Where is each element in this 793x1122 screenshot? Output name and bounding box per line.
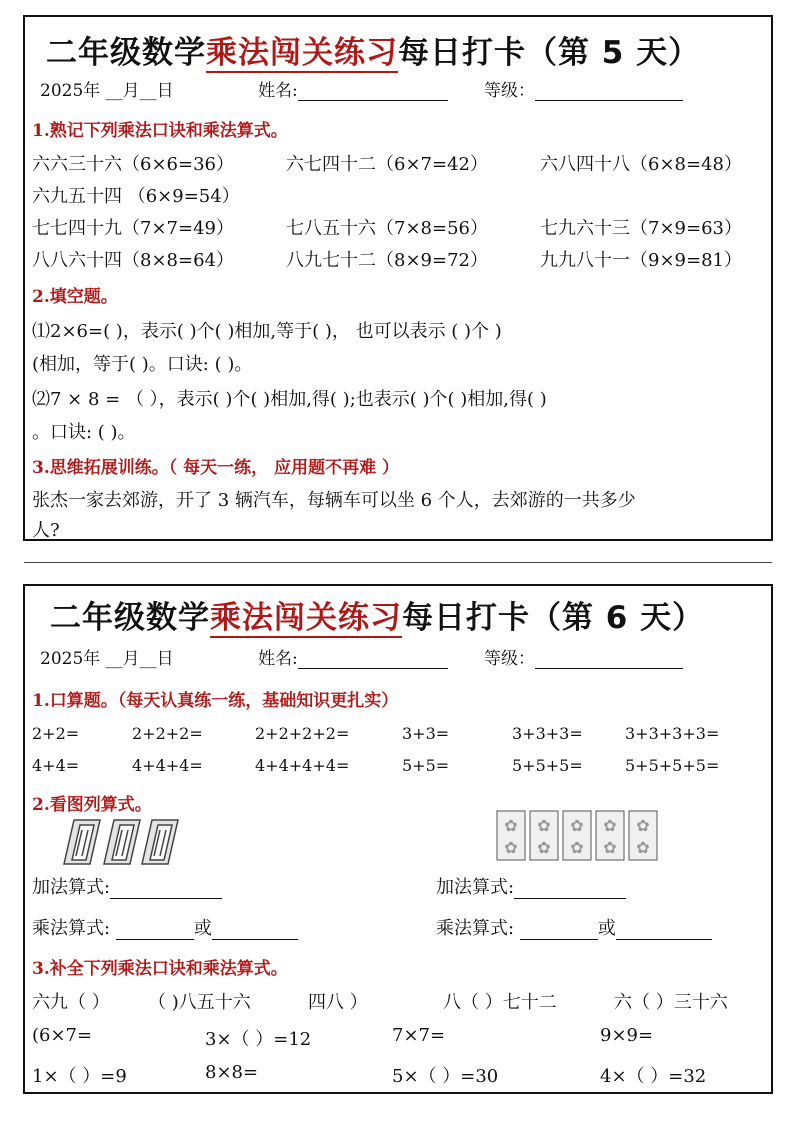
day6-formula-blank[interactable]: 六九（ ） xyxy=(32,992,110,1013)
flower-cards-picture xyxy=(496,810,660,862)
day5-table-item: 七九六十三（7×9=63） xyxy=(540,218,742,239)
day6-oral-calc[interactable]: 4+4+4+4= xyxy=(255,756,350,775)
day5-fill-question-1[interactable]: ⑴2×6=( )，表示( )个( )相加,等于( )， 也可以表示 ( )个 ) xyxy=(32,321,502,342)
domino-tile-icon xyxy=(64,820,100,864)
day5-section2-title: 2.填空题。 xyxy=(32,287,118,307)
mul-label: 乘法算式: xyxy=(32,918,111,939)
day6-formula-blank[interactable]: 六（ ）三十六 xyxy=(614,992,728,1013)
day5-name-label: 姓名: xyxy=(258,81,298,101)
day6-oral-calc[interactable]: 5+5+5+5= xyxy=(625,756,720,775)
svg-text:✿: ✿ xyxy=(570,838,584,857)
day5-grade-label: 等级： xyxy=(484,81,535,101)
day6-title-highlight: 乘法闯关练习 xyxy=(210,600,402,636)
day5-fill-question-1-cont[interactable]: (相加，等于( )。口诀: ( )。 xyxy=(32,354,253,375)
day6-calc-blank[interactable]: 5×（ ）=30 xyxy=(392,1066,499,1087)
svg-text:✿: ✿ xyxy=(603,838,617,857)
day6-calc-blank[interactable]: 7×7= xyxy=(392,1025,446,1046)
day6-grade-label: 等级： xyxy=(484,649,535,669)
day6-oral-calc[interactable]: 3+3= xyxy=(402,724,450,743)
svg-text:✿: ✿ xyxy=(504,816,518,835)
day6-oral-calc[interactable]: 4+4= xyxy=(32,756,80,775)
page-divider xyxy=(24,562,772,563)
day5-table-item: 八八六十四（8×8=64） xyxy=(32,250,234,271)
day6-grade-field[interactable] xyxy=(484,644,683,669)
day6-oral-calc[interactable]: 4+4+4= xyxy=(132,756,203,775)
day5-table-item: 六九五十四 （6×9=54） xyxy=(32,186,240,207)
day6-formula-blank[interactable]: 四八 ） xyxy=(308,992,368,1013)
day5-fill-question-2[interactable]: ⑵7 × 8 = （ ），表示( )个( )相加,得( );也表示( )个( )相加,得( ) xyxy=(32,389,547,410)
day6-oral-calc[interactable]: 3+3+3+3= xyxy=(625,724,720,743)
flower-card-icon xyxy=(629,811,657,860)
flower-card-icon xyxy=(497,811,525,860)
day5-table-item: 七八五十六（7×8=56） xyxy=(286,218,488,239)
svg-text:✿: ✿ xyxy=(504,838,518,857)
day6-formula-blank[interactable]: 八（ ）七十二 xyxy=(443,992,557,1013)
day5-section1-title: 1.熟记下列乘法口诀和乘法算式。 xyxy=(32,121,288,141)
day5-title-highlight: 乘法闯关练习 xyxy=(206,35,398,71)
svg-text:✿: ✿ xyxy=(636,838,650,857)
or-label: 或 xyxy=(597,918,616,939)
day6-title xyxy=(50,592,704,637)
day5-title-pre: 二年级数学 xyxy=(46,35,206,71)
day5-table-item: 八九七十二（8×9=72） xyxy=(286,250,488,271)
day6-oral-calc[interactable]: 2+2= xyxy=(32,724,80,743)
day6-oral-calc[interactable]: 2+2+2= xyxy=(132,724,203,743)
day5-date: 2025年 __月__日 xyxy=(40,81,174,101)
day6-section3-title: 3.补全下列乘法口诀和乘法算式。 xyxy=(32,959,288,979)
day5-word-problem-cont: 人? xyxy=(32,520,60,541)
day5-table-item: 六七四十二（6×7=42） xyxy=(286,154,488,175)
day6-right-add-field[interactable] xyxy=(436,873,626,899)
domino-tile-icon xyxy=(142,820,178,864)
day6-oral-calc[interactable]: 5+5= xyxy=(402,756,450,775)
day6-calc-blank[interactable]: 3×（ ）=12 xyxy=(205,1029,312,1050)
day6-section1-title: 1.口算题。（每天认真练一练，基础知识更扎实） xyxy=(32,691,399,711)
day5-table-item: 七七四十九（7×7=49） xyxy=(32,218,234,239)
flower-card-icon xyxy=(563,811,591,860)
day5-table-item: 六八四十八（6×8=48） xyxy=(540,154,742,175)
day5-table-item: 九九八十一（9×9=81） xyxy=(540,250,742,271)
day5-table-item: 六六三十六（6×6=36） xyxy=(32,154,234,175)
day6-calc-blank[interactable]: 4×（ ）=32 xyxy=(600,1066,707,1087)
day6-right-mul-field[interactable] xyxy=(436,914,712,940)
day5-grade-field[interactable] xyxy=(484,76,683,101)
day6-name-label: 姓名: xyxy=(258,649,298,669)
day6-left-mul-field[interactable] xyxy=(32,914,298,940)
day6-calc-blank[interactable]: (6×7= xyxy=(32,1025,93,1046)
day5-word-problem: 张杰一家去郊游，开了 3 辆汽车，每辆车可以坐 6 个人，去郊游的一共多少 xyxy=(32,490,636,511)
day5-title xyxy=(46,27,700,72)
day6-left-add-field[interactable] xyxy=(32,873,222,899)
svg-text:✿: ✿ xyxy=(636,816,650,835)
day6-calc-blank[interactable]: 9×9= xyxy=(600,1025,654,1046)
add-label: 加法算式: xyxy=(32,877,111,898)
domino-tile-icon xyxy=(104,820,140,864)
day5-section3-title: 3.思维拓展训练。（ 每天一练， 应用题不再难 ） xyxy=(32,458,400,478)
domino-tiles-picture xyxy=(60,816,182,868)
day5-name-field[interactable] xyxy=(258,76,448,101)
day6-oral-calc[interactable]: 5+5+5= xyxy=(512,756,583,775)
add-label: 加法算式: xyxy=(436,877,515,898)
flower-card-icon xyxy=(530,811,558,860)
day6-oral-calc[interactable]: 3+3+3= xyxy=(512,724,583,743)
day6-calc-blank[interactable]: 1×（ ）=9 xyxy=(32,1066,127,1087)
mul-label: 乘法算式: xyxy=(436,918,515,939)
day6-title-post: 每日打卡（第 6 天） xyxy=(402,600,705,636)
day5-title-post: 每日打卡（第 5 天） xyxy=(398,35,701,71)
day6-calc-blank[interactable]: 8×8= xyxy=(205,1062,259,1083)
svg-text:✿: ✿ xyxy=(570,816,584,835)
day6-date: 2025年 __月__日 xyxy=(40,649,174,669)
or-label: 或 xyxy=(193,918,212,939)
day6-section2-title: 2.看图列算式。 xyxy=(32,795,152,815)
day6-oral-calc[interactable]: 2+2+2+2= xyxy=(255,724,350,743)
day6-title-pre: 二年级数学 xyxy=(50,600,210,636)
svg-text:✿: ✿ xyxy=(603,816,617,835)
day6-name-field[interactable] xyxy=(258,644,448,669)
svg-text:✿: ✿ xyxy=(537,838,551,857)
day6-formula-blank[interactable]: （ )八五十六 xyxy=(148,992,251,1013)
svg-text:✿: ✿ xyxy=(537,816,551,835)
day5-fill-question-2-cont[interactable]: 。口诀: ( )。 xyxy=(32,422,136,443)
flower-card-icon xyxy=(596,811,624,860)
